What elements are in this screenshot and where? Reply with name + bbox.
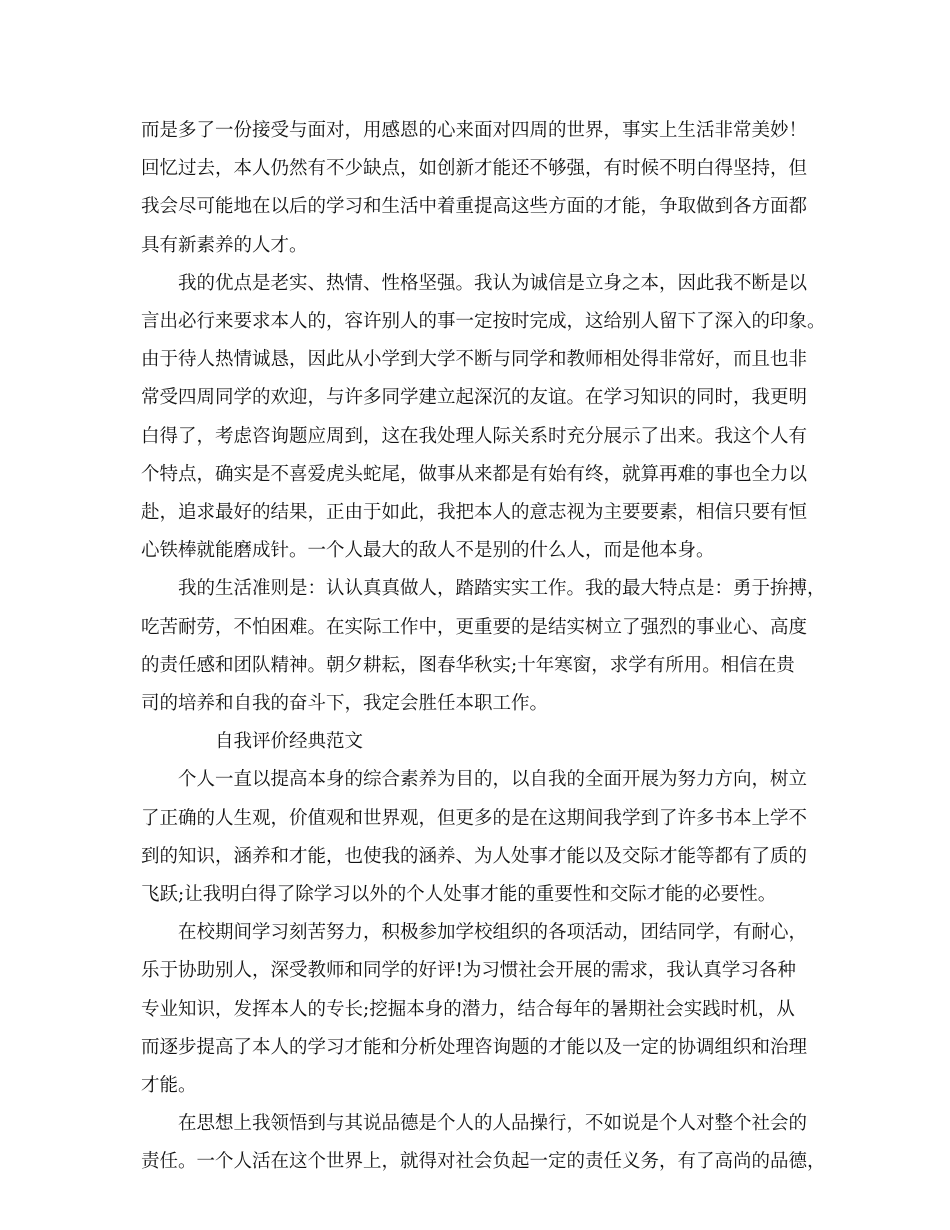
text-line: 个人一直以提高本身的综合素养为目的，以自我的全面开展为努力方向，树立 <box>178 769 808 790</box>
text-line: 常受四周同学的欢迎，与许多同学建立起深沉的友谊。在学习知识的同时，我更明 <box>141 387 808 408</box>
text-line: 在思想上我领悟到与其说品德是个人的人品操行，不如说是个人对整个社会的 <box>178 1113 808 1134</box>
text-line: 个特点，确实是不喜爱虎头蛇尾，做事从来都是有始有终，就算再难的事也全力以 <box>141 464 808 485</box>
text-line: 司的培养和自我的奋斗下，我定会胜任本职工作。 <box>141 693 549 714</box>
text-line: 专业知识，发挥本人的专长;挖掘本身的潜力，结合每年的暑期社会实践时机，从 <box>141 999 795 1020</box>
text-line: 我会尽可能地在以后的学习和生活中着重提高这些方面的才能，争取做到各方面都 <box>141 196 808 217</box>
text-line: 赴，追求最好的结果，正由于如此，我把本人的意志视为主要要素，相信只要有恒 <box>141 502 808 523</box>
text-line: 回忆过去，本人仍然有不少缺点，如创新才能还不够强，有时候不明白得坚持，但 <box>141 158 808 179</box>
text-line: 在校期间学习刻苦努力，积极参加学校组织的各项活动，团结同学，有耐心， <box>178 922 808 943</box>
text-line: 具有新素养的人才。 <box>141 235 308 256</box>
text-line: 我的优点是老实、热情、性格坚强。我认为诚信是立身之本，因此我不断是以 <box>178 273 808 294</box>
text-line: 由于待人热情诚恳，因此从小学到大学不断与同学和教师相处得非常好，而且也非 <box>141 349 808 370</box>
text-line: 责任。一个人活在这个世界上，就得对社会负起一定的责任义务，有了高尚的品德， <box>141 1151 826 1172</box>
text-line: 白得了，考虑咨询题应周到，这在我处理人际关系时充分展示了出来。我这个人有 <box>141 426 808 447</box>
text-line: 的责任感和团队精神。朝夕耕耘，图春华秋实;十年寒窗，求学有所用。相信在贵 <box>141 655 795 676</box>
text-line: 才能。 <box>141 1075 197 1096</box>
text-line: 到的知识，涵养和才能，也使我的涵养、为人处事才能以及交际才能等都有了质的 <box>141 846 808 867</box>
text-line: 了正确的人生观，价值观和世界观，但更多的是在这期间我学到了许多书本上学不 <box>141 808 808 829</box>
text-line: 吃苦耐劳，不怕困难。在实际工作中，更重要的是结实树立了强烈的事业心、高度 <box>141 617 808 638</box>
text-line: 飞跃;让我明白得了除学习以外的个人处事才能的重要性和交际才能的必要性。 <box>141 884 777 905</box>
section-heading: 自我评价经典范文 <box>215 731 364 752</box>
text-line: 我的生活准则是：认认真真做人，踏踏实实工作。我的最大特点是：勇于拚搏， <box>178 578 826 599</box>
text-line: 心铁棒就能磨成针。一个人最大的敌人不是别的什么人，而是他本身。 <box>141 540 715 561</box>
text-line: 言出必行来要求本人的，容许别人的事一定按时完成，这给别人留下了深入的印象。 <box>141 311 826 332</box>
text-line: 乐于协助别人，深受教师和同学的好评!为习惯社会开展的需求，我认真学习各种 <box>141 960 796 981</box>
text-line: 而逐步提高了本人的学习才能和分析处理咨询题的才能以及一定的协调组织和治理 <box>141 1037 808 1058</box>
text-line: 而是多了一份接受与面对，用感恩的心来面对四周的世界，事实上生活非常美妙！ <box>141 120 808 141</box>
